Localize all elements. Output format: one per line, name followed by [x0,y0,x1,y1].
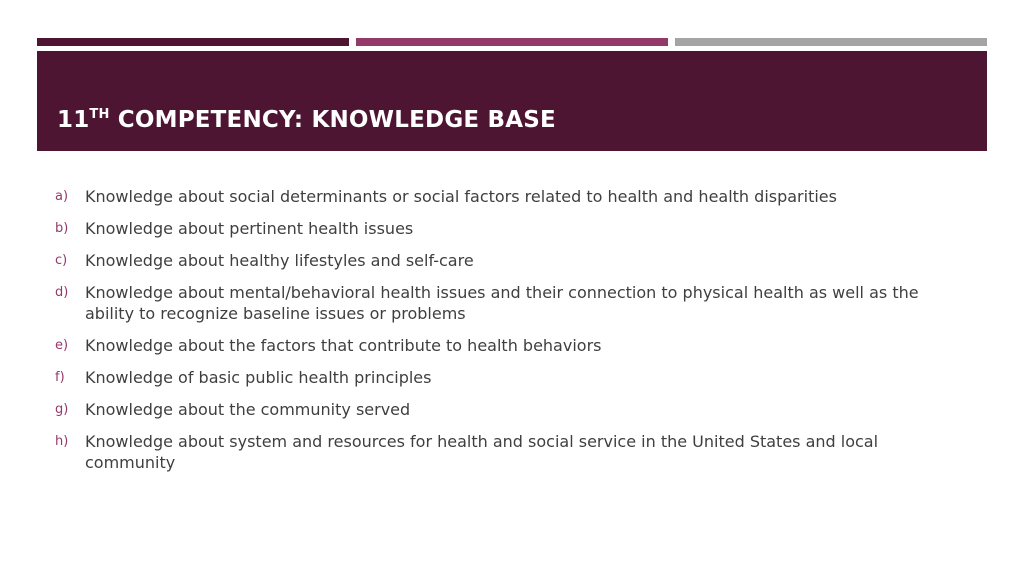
list-marker: h) [55,434,69,449]
accent-bar-magenta [356,38,668,46]
list-marker: c) [55,253,68,268]
list-marker: b) [55,221,69,236]
list-item [55,399,955,420]
list-item-text: Knowledge about the factors that contribute to health behaviors [85,336,602,355]
list-item [55,335,955,356]
list-marker: g) [55,402,69,417]
list-item [55,367,955,388]
list-item-text: Knowledge about social determinants or social factors related to health and health disparities [85,187,837,206]
list-item [55,186,955,207]
slide-title [57,109,556,132]
list-item-text: Knowledge about pertinent health issues [85,219,414,238]
list-item [55,282,955,324]
list-marker: e) [55,338,69,353]
list-item [55,431,955,473]
accent-bar-dark [37,38,349,46]
list-item-text: Knowledge about healthy lifestyles and self-care [85,251,474,270]
list-item-text: Knowledge of basic public health principles [85,368,432,387]
title-band [37,51,987,151]
list-marker: a) [55,189,69,204]
title-ordinal-suffix: TH [89,107,110,122]
competency-list [55,186,955,484]
title-number: 11 [57,107,90,133]
list-marker: d) [55,285,69,300]
list-item-text: Knowledge about system and resources for health and social service in the United States and local community [85,432,879,472]
list-marker: f) [55,370,65,385]
list-item-text: Knowledge about the community served [85,400,411,419]
list-item [55,250,955,271]
list-item [55,218,955,239]
title-text: COMPETENCY: KNOWLEDGE BASE [109,107,556,133]
accent-bar-gray [675,38,987,46]
list-item-text: Knowledge about mental/behavioral health issues and their connection to physical health as well as the ability to recognize baseline issues or problems [85,283,919,323]
